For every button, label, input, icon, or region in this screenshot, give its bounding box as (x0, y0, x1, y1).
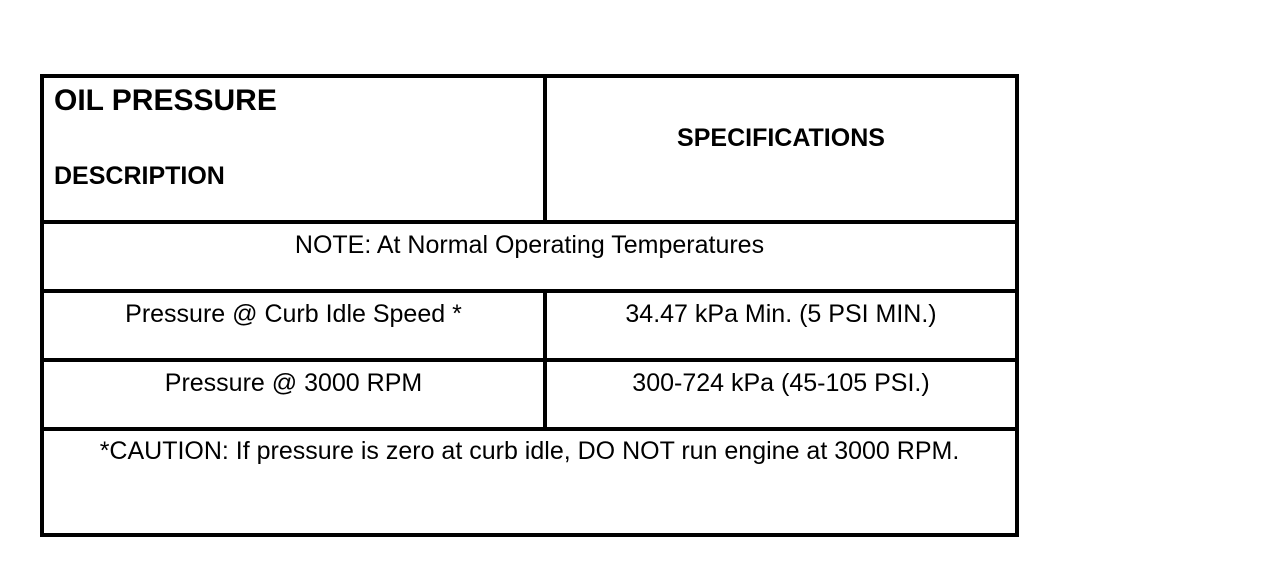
specification-text: 300-724 kPa (45-105 PSI.) (632, 369, 930, 397)
specifications-header-cell (545, 76, 1017, 222)
specification-cell (545, 291, 1017, 360)
note-text: NOTE: At Normal Operating Temperatures (294, 231, 765, 259)
caution-row (42, 429, 1017, 535)
specifications-column-header: SPECIFICATIONS (677, 124, 885, 152)
description-text: Pressure @ Curb Idle Speed * (125, 300, 462, 328)
note-cell (42, 222, 1017, 291)
description-cell (42, 291, 545, 360)
description-column-header: DESCRIPTION (54, 162, 225, 190)
description-text: Pressure @ 3000 RPM (164, 369, 423, 397)
note-row (42, 222, 1017, 291)
table-title: OIL PRESSURE (54, 84, 277, 117)
caution-cell (42, 429, 1017, 535)
specification-cell (545, 360, 1017, 429)
caution-text: *CAUTION: If pressure is zero at curb idle, DO NOT run engine at 3000 RPM. (99, 437, 960, 465)
description-cell (42, 360, 545, 429)
description-header-cell (42, 76, 545, 222)
oil-pressure-spec-table (40, 74, 1019, 537)
table-row (42, 360, 1017, 429)
specification-text: 34.47 kPa Min. (5 PSI MIN.) (625, 300, 937, 328)
table-header-row (42, 76, 1017, 222)
table-row (42, 291, 1017, 360)
